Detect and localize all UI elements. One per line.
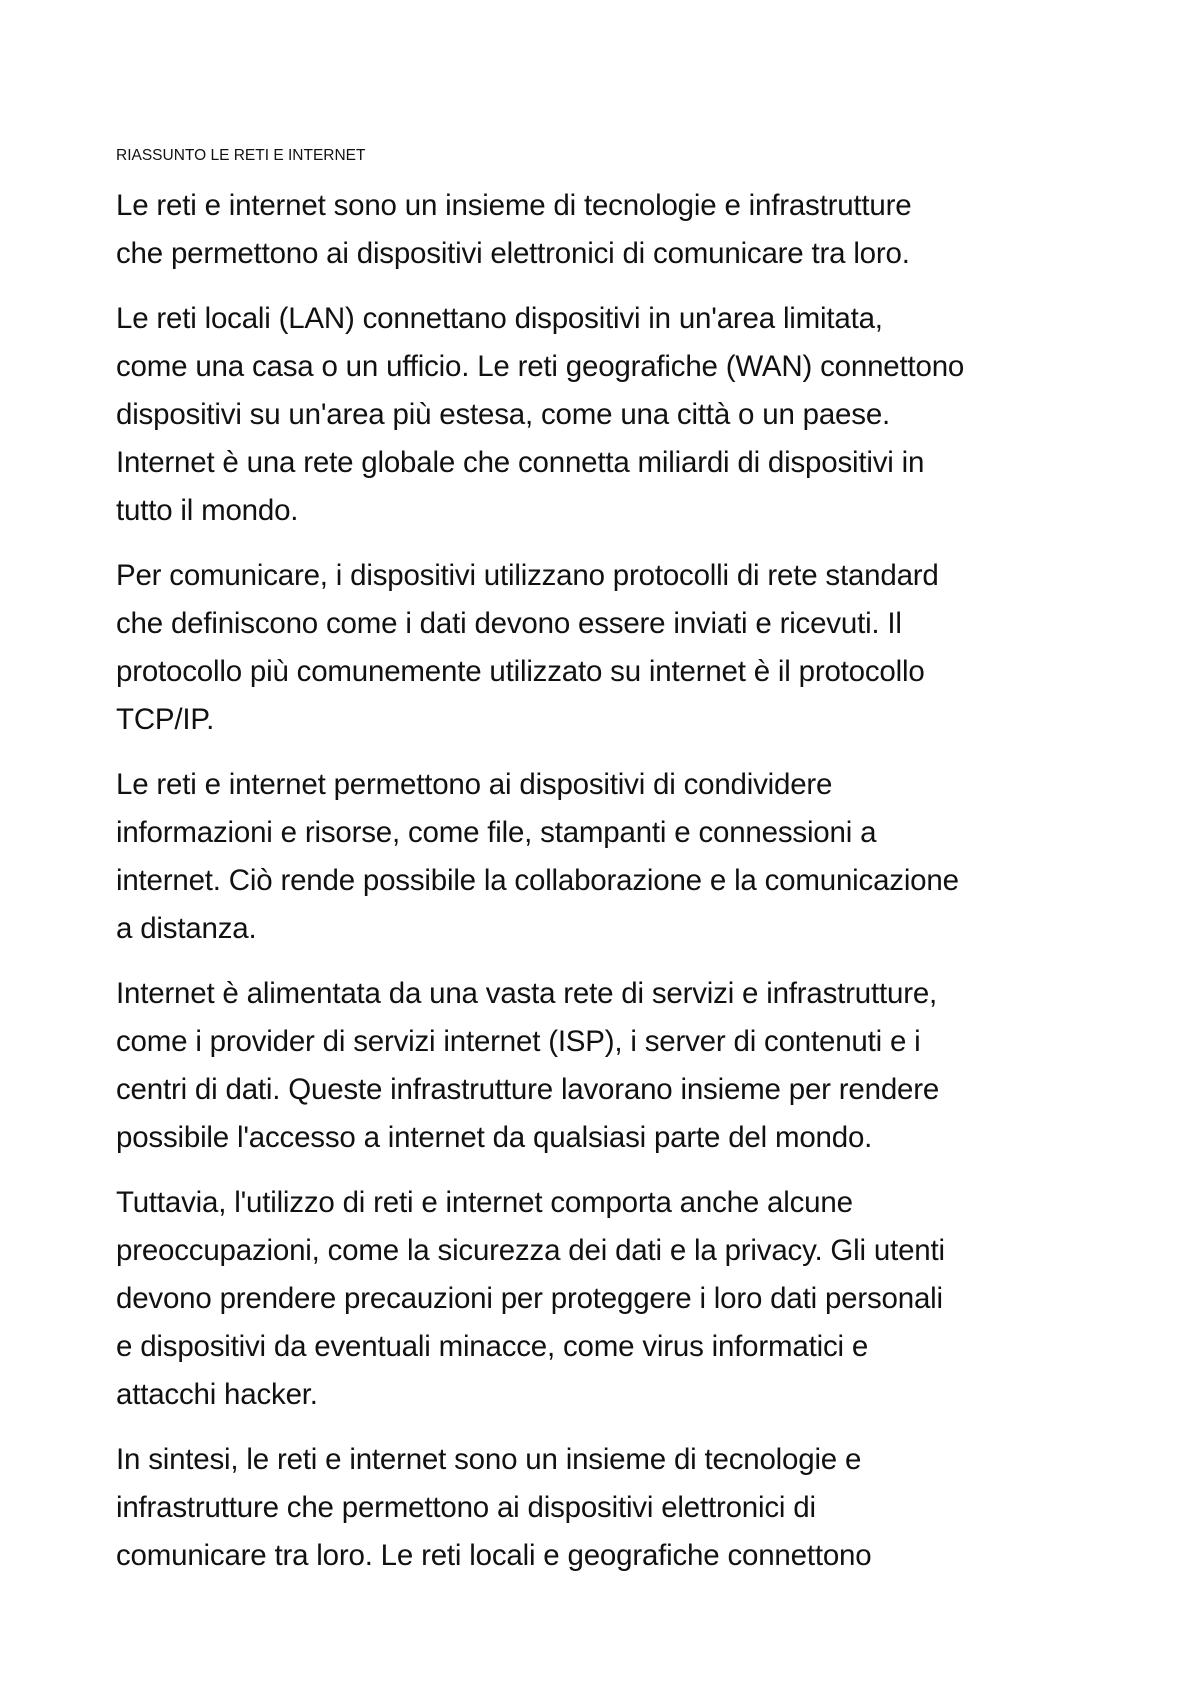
- paragraph-line: Le reti locali (LAN) connettano dispositivi in un'area limitata,: [116, 302, 883, 335]
- document-body: [116, 146, 1106, 1597]
- paragraph-intro: [116, 182, 1106, 278]
- paragraph-line: come i provider di servizi internet (ISP), i server di contenuti e i: [116, 1025, 921, 1058]
- paragraph-line: In sintesi, le reti e internet sono un insieme di tecnologie e: [116, 1443, 862, 1476]
- paragraph-line: che definiscono come i dati devono essere inviati e ricevuti. Il: [116, 607, 902, 640]
- paragraph-lan-wan: [116, 295, 1106, 535]
- paragraph-line: che permettono ai dispositivi elettronici di comunicare tra loro.: [116, 237, 910, 270]
- paragraph-security: [116, 1179, 1106, 1419]
- paragraph-line: preoccupazioni, come la sicurezza dei dati e la privacy. Gli utenti: [116, 1234, 945, 1267]
- paragraph-line: protocollo più comunemente utilizzato su internet è il protocollo: [116, 655, 925, 688]
- paragraph-line: Per comunicare, i dispositivi utilizzano protocolli di rete standard: [116, 559, 939, 592]
- paragraph-line: e dispositivi da eventuali minacce, come virus informatici e: [116, 1330, 869, 1363]
- paragraph-line: dispositivi su un'area più estesa, come una città o un paese.: [116, 398, 891, 431]
- paragraph-line: comunicare tra loro. Le reti locali e geografiche connettono: [116, 1539, 872, 1572]
- paragraph-line: Le reti e internet permettono ai dispositivi di condividere: [116, 768, 833, 801]
- paragraph-line: informazioni e risorse, come file, stampanti e connessioni a: [116, 816, 877, 849]
- paragraph-line: Le reti e internet sono un insieme di tecnologie e infrastrutture: [116, 189, 912, 222]
- paragraph-line: come una casa o un ufficio. Le reti geografiche (WAN) connettono: [116, 350, 965, 383]
- paragraph-summary: [116, 1436, 1106, 1580]
- paragraph-infrastructure: [116, 970, 1106, 1162]
- paragraph-line: centri di dati. Queste infrastrutture lavorano insieme per rendere: [116, 1073, 940, 1106]
- paragraph-line: tutto il mondo.: [116, 494, 299, 527]
- document-title: RIASSUNTO LE RETI E INTERNET: [116, 147, 366, 164]
- paragraph-line: Internet è una rete globale che connetta miliardi di dispositivi in: [116, 446, 925, 479]
- paragraph-line: Tuttavia, l'utilizzo di reti e internet comporta anche alcune: [116, 1186, 853, 1219]
- paragraph-line: Internet è alimentata da una vasta rete di servizi e infrastrutture,: [116, 977, 938, 1010]
- paragraph-protocols: [116, 552, 1106, 744]
- paragraph-line: infrastrutture che permettono ai dispositivi elettronici di: [116, 1491, 816, 1524]
- paragraph-line: internet. Ciò rende possibile la collaborazione e la comunicazione: [116, 864, 959, 897]
- paragraph-line: devono prendere precauzioni per proteggere i loro dati personali: [116, 1282, 943, 1315]
- paragraph-sharing: [116, 761, 1106, 953]
- paragraph-line: possibile l'accesso a internet da qualsiasi parte del mondo.: [116, 1121, 873, 1154]
- paragraph-line: a distanza.: [116, 912, 257, 945]
- paragraph-line: TCP/IP.: [116, 703, 215, 736]
- paragraph-line: attacchi hacker.: [116, 1378, 318, 1411]
